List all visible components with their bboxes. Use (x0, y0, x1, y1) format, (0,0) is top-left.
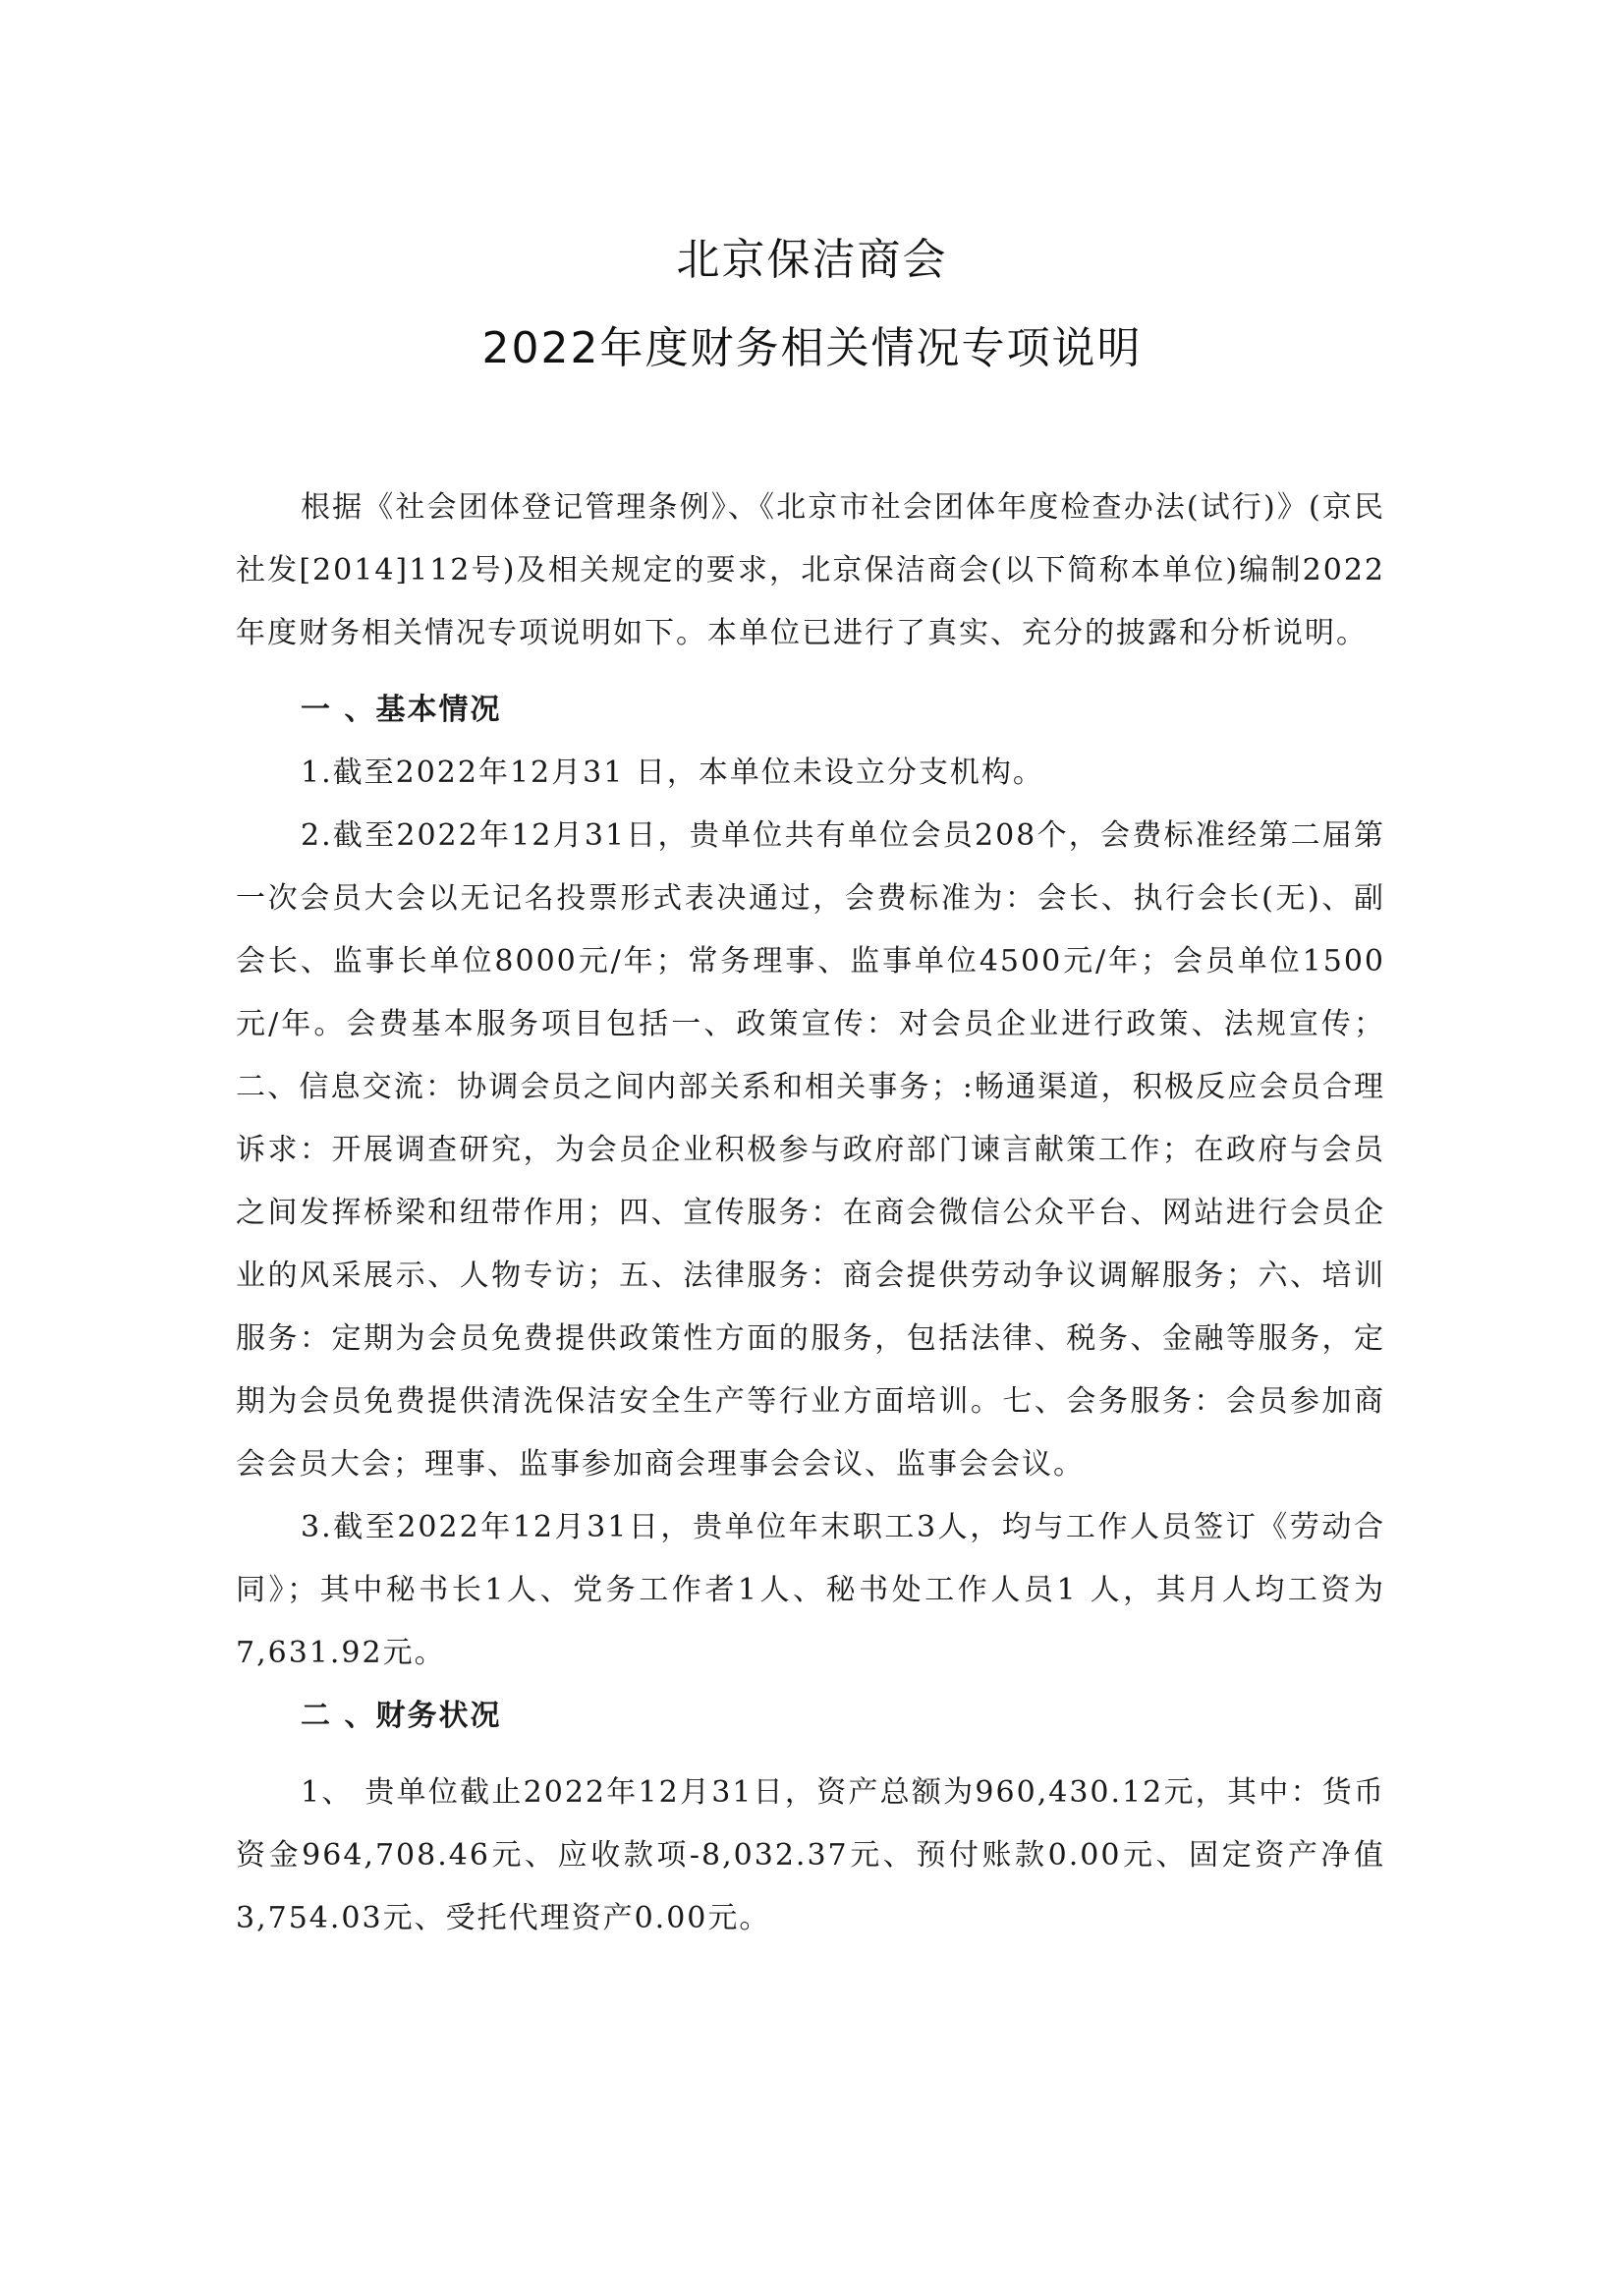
basic-item-3: 3.截至2022年12月31日，贵单位年末职工3人，均与工作人员签订《劳动合同》；其中秘书长1人、党务工作者1人、秘书处工作人员1 人，其月人均工资为7,631.92元。 (236, 1510, 1385, 1670)
spacer (236, 1748, 1385, 1762)
intro-paragraph: 根据《社会团体登记管理条例》、《北京市社会团体年度检查办法(试行)》(京民社发[2014]112号)及相关规定的要求，北京保洁商会(以下简称本单位)编制2022年度财务相关情况专项说明如下。本单位已进行了真实、充分的披露和分析说明。 (236, 490, 1385, 650)
basic-item-1: 1.截至2022年12月31 日，本单位未设立分支机构。 (301, 756, 1044, 790)
document-subtitle: 2022年度财务相关情况专项说明 (481, 323, 1143, 373)
document-title: 北京保洁商会 (676, 235, 948, 285)
section-heading-finance: 二 、财务状况 (301, 1699, 502, 1733)
basic-item-2: 2.截至2022年12月31日，贵单位共有单位会员208个，会费标准经第二届第一次会员大会以无记名投票形式表决通过，会费标准为：会长、执行会长(无)、副会长、监事长单位8000元/年；常务理事、监事单位4500元/年；会员单位1500元/年。会费基本服务项目包括一、政策宣传：对会员企业进行政策、法规宣传；二、信息交流：协调会员之间内部关系和相关事务；:畅通渠道，积极反应会员合理诉求：开展调查研究，为会员企业积极参与政府部门谏言献策工作；在政府与会员之间发挥桥梁和纽带作用；四、宣传服务：在商会微信公众平台、网站进行会员企业的风采展示、人物专访；五、法律服务：商会提供劳动争议调解服务；六、培训服务：定期为会员免费提供政策性方面的服务，包括法律、税务、金融等服务，定期为会员免费提供清洗保洁安全生产等行业方面培训。七、会务服务：会员参加商会会员大会；理事、监事参加商会理事会会议、监事会会议。 (236, 818, 1385, 1482)
section-heading-basic: 一 、基本情况 (301, 693, 502, 727)
finance-item-1: 1、 贵单位截止2022年12月31日，资产总额为960,430.12元，其中：货币资金964,708.46元、应收款项-8,032.37元、预付账款0.00元、固定资产净值3,754.03元、受托代理资产0.00元。 (236, 1775, 1385, 1935)
document-body (236, 476, 1385, 1950)
title-block (0, 236, 1624, 373)
spacer (236, 665, 1385, 679)
